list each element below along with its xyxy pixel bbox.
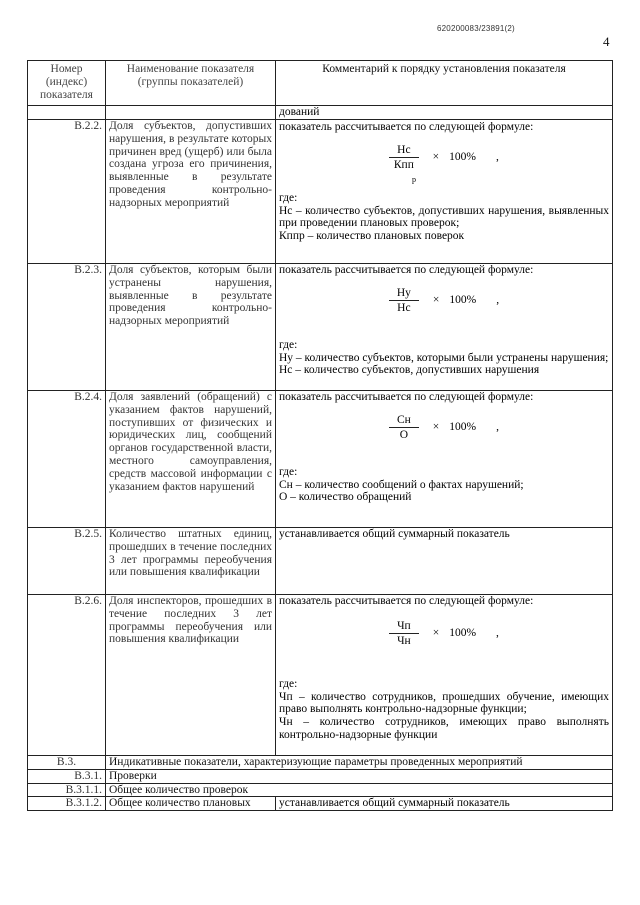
row-index: В.3.1.2.	[28, 797, 106, 811]
table-row	[28, 391, 613, 528]
formula-percent: 100%	[449, 151, 476, 164]
definition-1: Ну – количество субъектов, которыми были устранены нарушения;	[279, 351, 609, 364]
row-name: Доля субъектов, допустивших нарушения, в результате которых причинен вред (ущерб) или была создана угроза его причинения, выявленные в результате проведения контрольно-надзорных мероприятий	[106, 120, 276, 264]
header-name: Наименование показателя (группы показателей)	[106, 61, 276, 106]
row-index: В.2.4.	[28, 391, 106, 528]
formula-where: где:	[279, 338, 298, 351]
row-comment: устанавливается общий суммарный показатель	[276, 528, 613, 595]
row-comment	[276, 595, 613, 756]
formula-comma: ,	[496, 294, 500, 307]
table-row	[28, 528, 613, 595]
formula-denominator: Нс	[397, 301, 411, 314]
table-row	[28, 783, 613, 797]
header-index: Номер (индекс) показателя	[28, 61, 106, 106]
table-header-row	[28, 61, 613, 106]
formula-percent: 100%	[449, 421, 477, 434]
row-name: Доля субъектов, которым были устранены нарушения, выявленные в результате проведения контрольно-надзорных мероприятий	[106, 264, 276, 391]
table-row	[28, 120, 613, 264]
formula-numerator: Ну	[389, 287, 419, 301]
row-comment	[276, 391, 613, 528]
row-comment	[276, 264, 613, 391]
definition-2: Кппр – количество плановых поверок	[279, 230, 465, 243]
definition-2: О – количество обращений	[279, 491, 412, 504]
document-id: 620200083/23891(2)	[437, 24, 515, 33]
formula-subscript-note: р	[412, 174, 416, 184]
continuation-text: дований	[276, 106, 613, 120]
table-row	[28, 595, 613, 756]
formula	[279, 608, 609, 660]
section-row	[28, 756, 613, 770]
table-row	[28, 769, 613, 783]
formula-intro: показатель рассчитывается по следующей формуле:	[279, 264, 534, 276]
row-index: В.2.2.	[28, 120, 106, 264]
section-title: Индикативные показатели, характеризующие параметры проведенных мероприятий	[106, 756, 613, 770]
formula-where: где:	[279, 465, 298, 478]
table-row	[28, 106, 613, 120]
row-name: Общее количество проверок	[106, 783, 613, 797]
row-index: В.2.6.	[28, 595, 106, 756]
formula-multiply: ×	[432, 421, 440, 434]
formula-comma: ,	[496, 421, 500, 434]
formula-numerator: Чп	[389, 620, 419, 634]
formula-denominator: О	[399, 428, 409, 441]
row-name: Общее количество плановых	[106, 797, 276, 811]
formula-denominator: Кпп	[393, 158, 414, 171]
row-name: Доля инспекторов, прошедших в течение последних 3 лет программы переобучения или повышения квалификации	[106, 595, 276, 756]
formula-percent: 100%	[449, 294, 477, 307]
formula-multiply: ×	[432, 627, 440, 640]
row-name: Доля заявлений (обращений) с указанием фактов нарушений, поступивших от физических и юридических лиц, сообщений органов государственной власти, местного самоуправления, средств массовой информации с указанием фактов нарушений	[106, 391, 276, 528]
formula-comma: ,	[495, 151, 499, 164]
formula-intro: показатель рассчитывается по следующей формуле:	[279, 595, 534, 607]
formula-denominator: Чн	[397, 634, 411, 647]
formula-percent: 100%	[449, 627, 477, 640]
formula-intro: показатель рассчитывается по следующей формуле:	[279, 121, 534, 133]
row-index: В.3.1.	[28, 769, 106, 783]
formula-numerator: Сн	[389, 414, 419, 428]
row-index: В.2.5.	[28, 528, 106, 595]
definition-1: Чп – количество сотрудников, прошедших обучение, имеющих право выполнять контрольно-надзорные функции;	[279, 690, 609, 716]
page-number: 4	[603, 34, 610, 49]
table-row	[28, 264, 613, 391]
row-index: В.2.3.	[28, 264, 106, 391]
formula-where: где:	[279, 677, 298, 690]
formula	[279, 404, 609, 452]
row-name: Количество штатных единиц, прошедших в течение последних 3 лет программы переобучения или повышения квалификации	[106, 528, 276, 595]
formula-comma: ,	[496, 627, 499, 640]
table-row	[28, 797, 613, 811]
row-index: В.3.1.1.	[28, 783, 106, 797]
header-comment: Комментарий к порядку установления показателя	[276, 61, 613, 106]
formula	[279, 277, 609, 325]
formula-multiply: ×	[432, 294, 440, 307]
formula-multiply: ×	[432, 151, 440, 164]
row-comment: устанавливается общий суммарный показатель	[276, 797, 613, 811]
row-name: Проверки	[106, 769, 613, 783]
formula-where: где:	[279, 191, 298, 204]
indicators-table	[27, 60, 613, 811]
definition-1: Сн – количество сообщений о фактах нарушений;	[279, 478, 524, 491]
formula-numerator: Нс	[389, 144, 418, 158]
definition-2: Нс – количество субъектов, допустивших нарушения	[279, 364, 540, 377]
definition-2: Чн – количество сотрудников, имеющих право выполнять контрольно-надзорные функции	[279, 716, 609, 741]
formula-intro: показатель рассчитывается по следующей формуле:	[279, 391, 534, 403]
definition-1: Нс – количество субъектов, допустивших нарушения, выявленных при проведении плановых проверок;	[279, 204, 609, 230]
section-index: В.3.	[28, 756, 106, 770]
row-comment	[276, 120, 613, 264]
